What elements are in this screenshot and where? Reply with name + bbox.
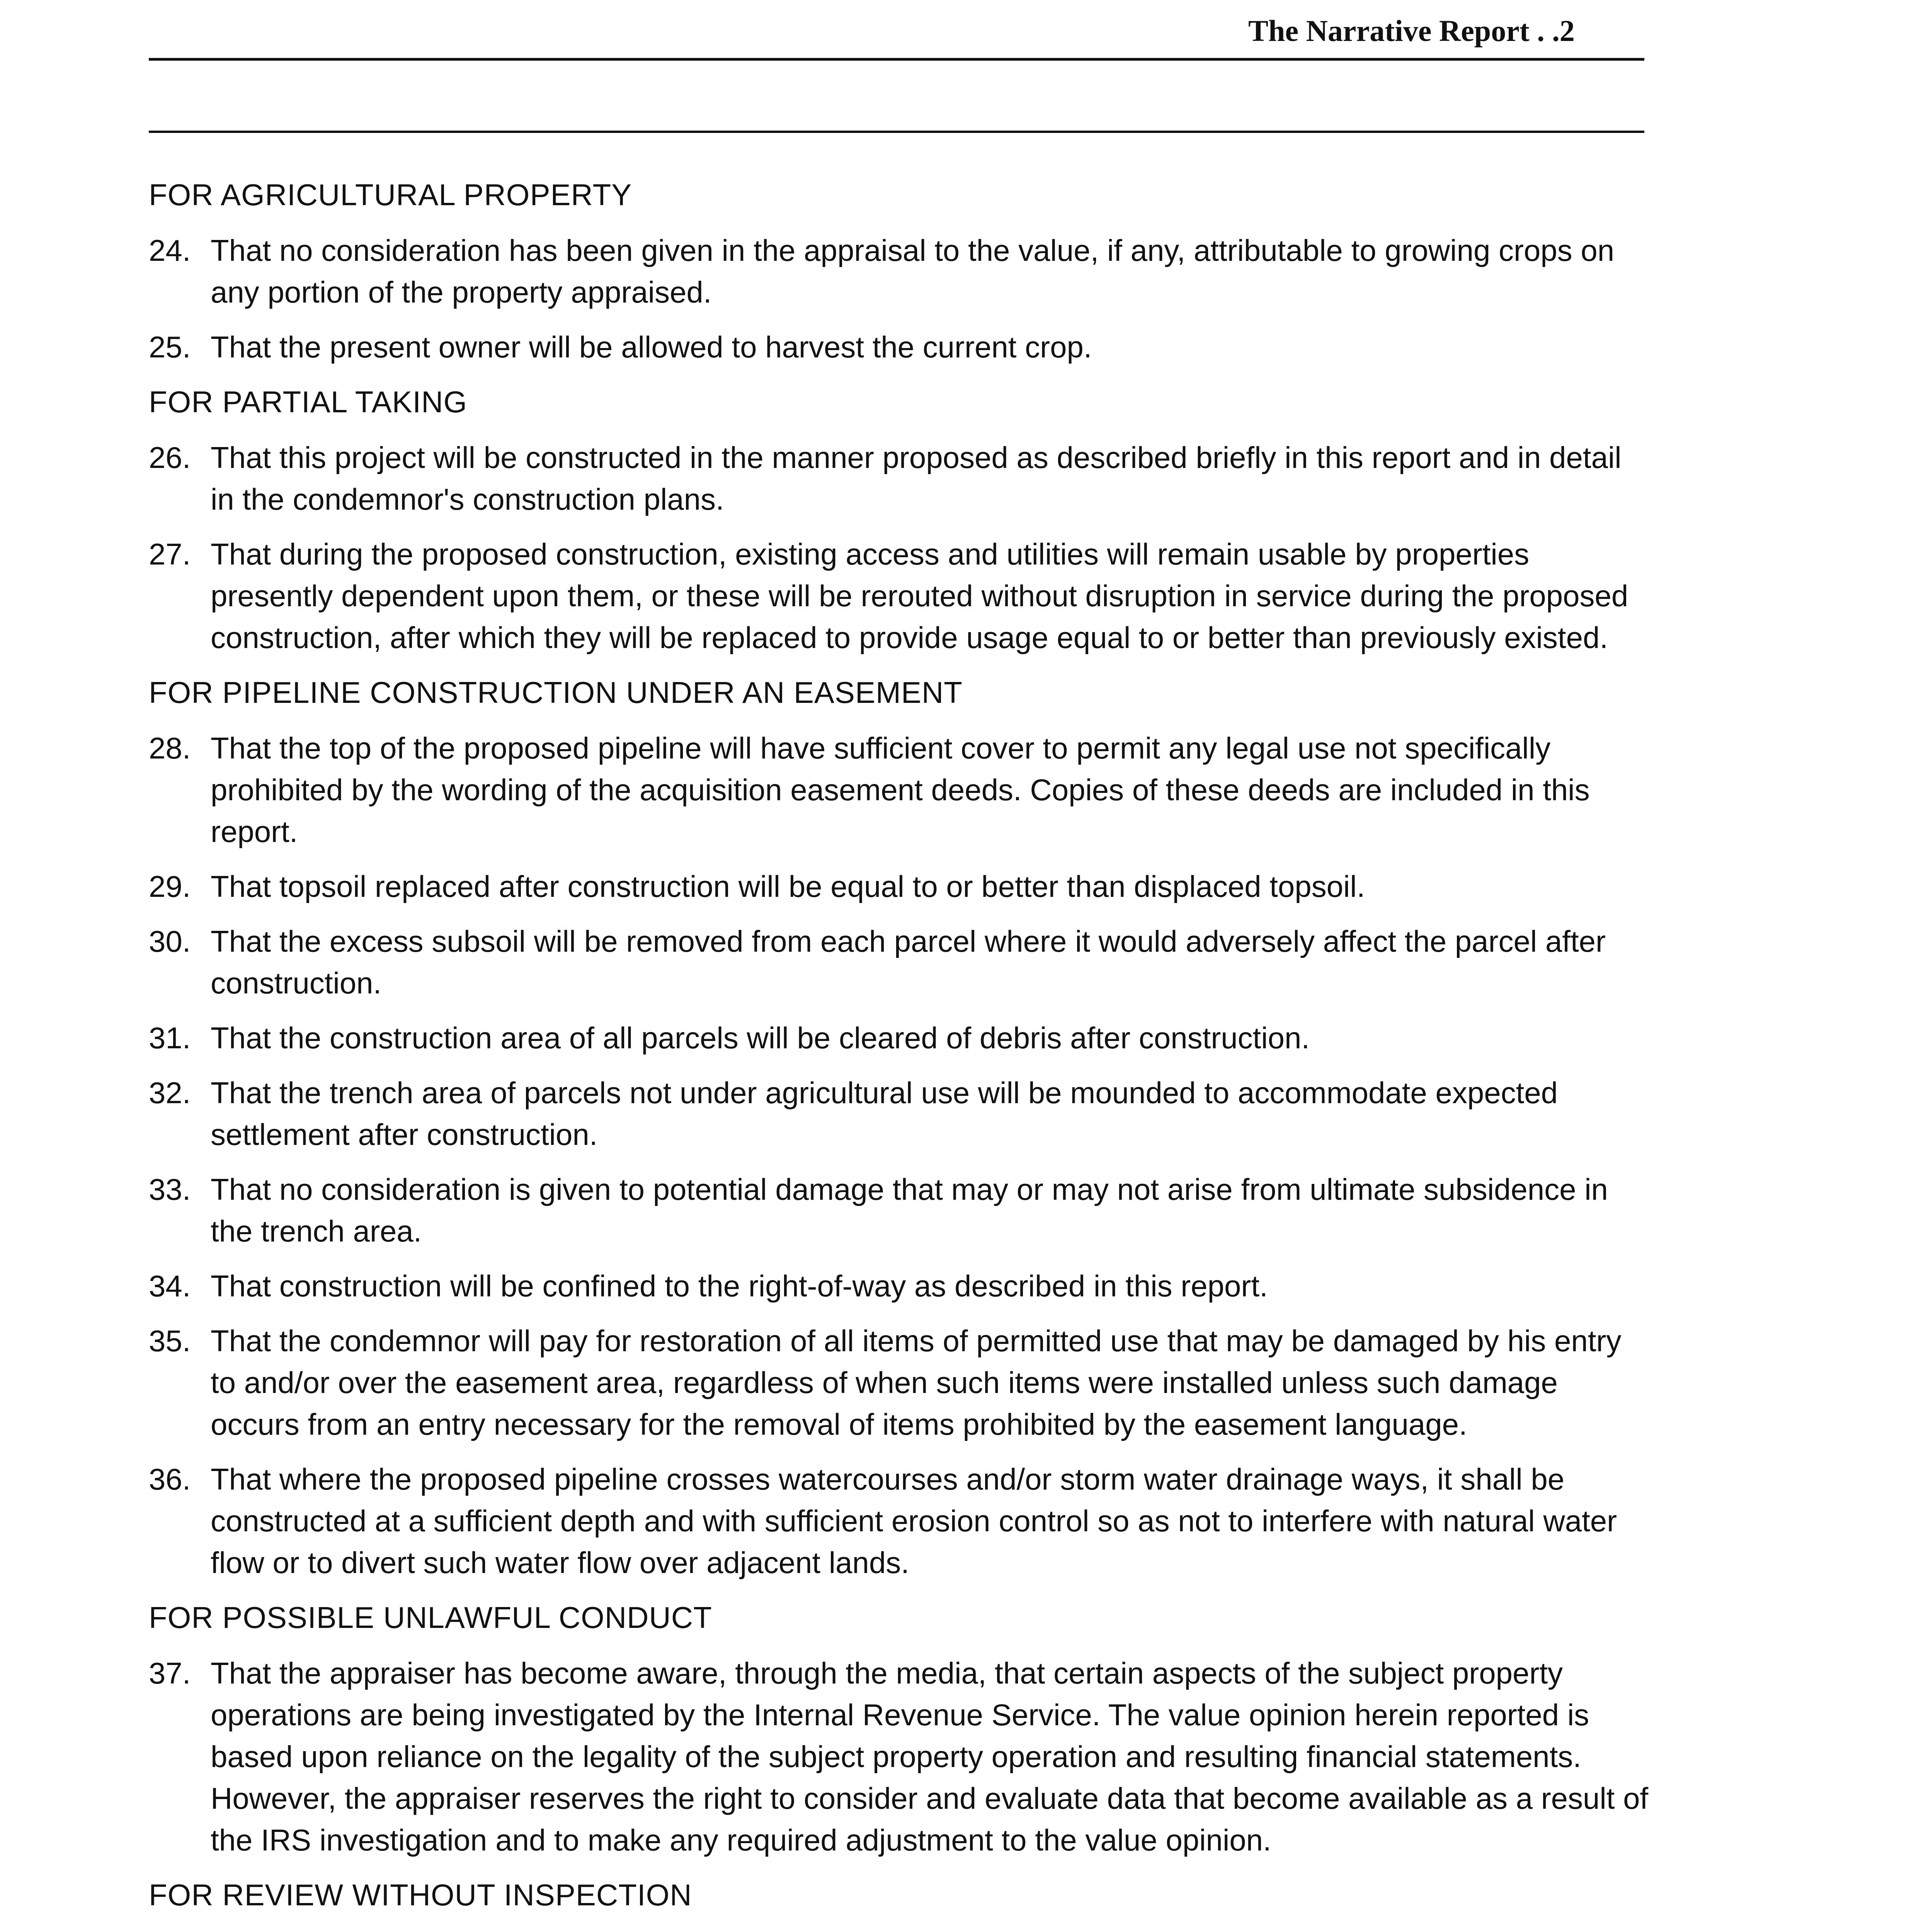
section-pipeline-construction <box>149 672 1652 1583</box>
item-number: 30. <box>149 924 191 958</box>
item-text: That the construction area of all parcels will be cleared of debris after construction. <box>211 1021 1310 1055</box>
item-number: 32. <box>149 1076 191 1110</box>
item-text: That the condemnor will pay for restoration of all items of permitted use that may be damaged by his entry to and/or over the easement area, regardless of when such items were installed unless such damage occurs from an entry necessary for the removal of items prohibited by the easement language. <box>211 1324 1622 1441</box>
item-number: 33. <box>149 1172 191 1206</box>
item-number: 25. <box>149 330 191 364</box>
section-partial-taking <box>149 381 1652 658</box>
list-item <box>149 866 1652 907</box>
item-number: 29. <box>149 869 191 903</box>
list-item <box>149 1652 1652 1861</box>
list-item <box>149 1168 1652 1252</box>
item-text: That where the proposed pipeline crosses watercourses and/or storm water drainage ways, it shall be constructed at a sufficient depth and with sufficient erosion control so as not to interfere with natural water flow or to divert such water flow over adjacent lands. <box>211 1462 1617 1580</box>
item-number: 28. <box>149 731 191 765</box>
list-item <box>149 1930 1652 1932</box>
item-number: 31. <box>149 1021 191 1055</box>
list-item <box>149 1072 1652 1155</box>
section-heading: FOR POSSIBLE UNLAWFUL CONDUCT <box>149 1600 712 1634</box>
list-item <box>149 533 1652 658</box>
item-text: That topsoil replaced after construction will be equal to or better than displaced topsoil. <box>211 869 1365 903</box>
list-item <box>149 230 1652 313</box>
item-text: That the present owner will be allowed to harvest the current crop. <box>211 330 1092 364</box>
section-review-without-inspection <box>149 1874 1652 1932</box>
item-number: 27. <box>149 537 191 571</box>
section-heading: FOR PIPELINE CONSTRUCTION UNDER AN EASEMENT <box>149 675 963 709</box>
item-number: 35. <box>149 1324 191 1358</box>
item-number: 36. <box>149 1462 191 1496</box>
list-item <box>149 727 1652 852</box>
running-title: The Narrative Report . .2 <box>1248 14 1575 48</box>
item-text: That this project will be constructed in the manner proposed as described briefly in this report and in detail in the condemnor's construction plans. <box>211 440 1622 516</box>
item-text: That during the proposed construction, existing access and utilities will remain usable by properties presently dependent upon them, or these will be rerouted without disruption in service during the proposed construction, after which they will be replaced to provide usage equal to or better than previously existed. <box>211 537 1628 655</box>
item-text: That the excess subsoil will be removed from each parcel where it would adversely affect the parcel after construction. <box>211 924 1606 1000</box>
section-agricultural-property <box>149 174 1652 368</box>
item-number: 34. <box>149 1269 191 1303</box>
section-heading: FOR AGRICULTURAL PROPERTY <box>149 178 632 212</box>
document-body <box>149 174 1652 1932</box>
item-text: That no consideration is given to potential damage that may or may not arise from ultimate subsidence in the trench area. <box>211 1172 1608 1248</box>
list-item <box>149 1017 1652 1059</box>
item-number <box>149 1930 207 1932</box>
list-item <box>149 437 1652 520</box>
item-number: 26. <box>149 440 191 474</box>
item-text <box>211 1930 1652 1932</box>
section-heading: FOR REVIEW WITHOUT INSPECTION <box>149 1878 692 1912</box>
header-rule <box>149 58 1644 61</box>
item-number: 24. <box>149 233 191 267</box>
header-rule-secondary <box>149 131 1644 133</box>
list-item <box>149 326 1652 368</box>
list-item <box>149 1320 1652 1445</box>
list-item <box>149 920 1652 1004</box>
item-text: That the trench area of parcels not under agricultural use will be mounded to accommodate expected settlement after construction. <box>211 1076 1558 1151</box>
item-text: That construction will be confined to the right-of-way as described in this report. <box>211 1269 1268 1303</box>
item-number: 37. <box>149 1656 191 1690</box>
item-text: That the top of the proposed pipeline will have sufficient cover to permit any legal use not specifically prohibited by the wording of the acquisition easement deeds. Copies of these deeds are included in this report. <box>211 731 1590 849</box>
list-item <box>149 1458 1652 1583</box>
list-item <box>149 1265 1652 1307</box>
section-heading: FOR PARTIAL TAKING <box>149 385 468 419</box>
item-text: That the appraiser has become aware, through the media, that certain aspects of the subject property operations are being investigated by the Internal Revenue Service. The value opinion herein reported is based upon reliance on the legality of the subject property operation and resulting financial statements. However, the appraiser reserves the right to consider and evaluate data that become available as a result of the IRS investigation and to make any required adjustment to the value opinion. <box>211 1656 1649 1857</box>
section-possible-unlawful-conduct <box>149 1597 1652 1861</box>
item-text: That no consideration has been given in the appraisal to the value, if any, attributable to growing crops on any portion of the property appraised. <box>211 233 1615 309</box>
